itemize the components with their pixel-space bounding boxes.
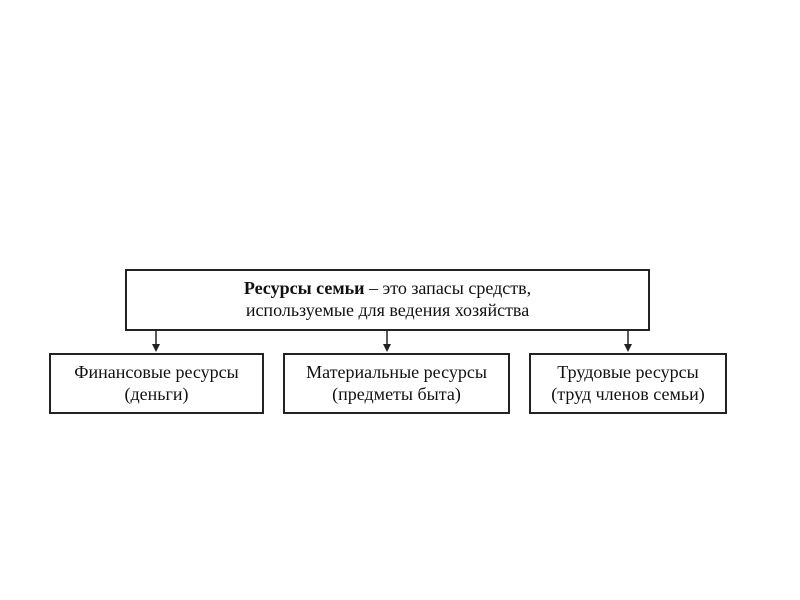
material-resources-example: (предметы быта)	[332, 383, 461, 404]
definition-rest: – это запасы средств,	[364, 278, 532, 299]
definition-line-2: используемые для ведения хозяйства	[245, 300, 530, 320]
financial-resources-example: (деньги)	[124, 383, 189, 404]
definition-term: Ресурсы семьи	[243, 278, 365, 299]
labor-resources-box	[529, 353, 727, 414]
definition-box	[125, 269, 650, 331]
arrowhead-labor	[624, 344, 632, 352]
material-resources-box	[283, 353, 510, 414]
arrowhead-material	[383, 344, 391, 352]
definition-line-1	[244, 278, 531, 300]
financial-resources-box	[49, 353, 264, 414]
material-resources-title: Материальные ресурсы	[306, 361, 487, 382]
labor-resources-example: (труд членов семьи)	[551, 383, 705, 404]
financial-resources-title: Финансовые ресурсы	[74, 361, 239, 382]
arrowhead-financial	[152, 344, 160, 352]
labor-resources-title: Трудовые ресурсы	[557, 361, 699, 382]
